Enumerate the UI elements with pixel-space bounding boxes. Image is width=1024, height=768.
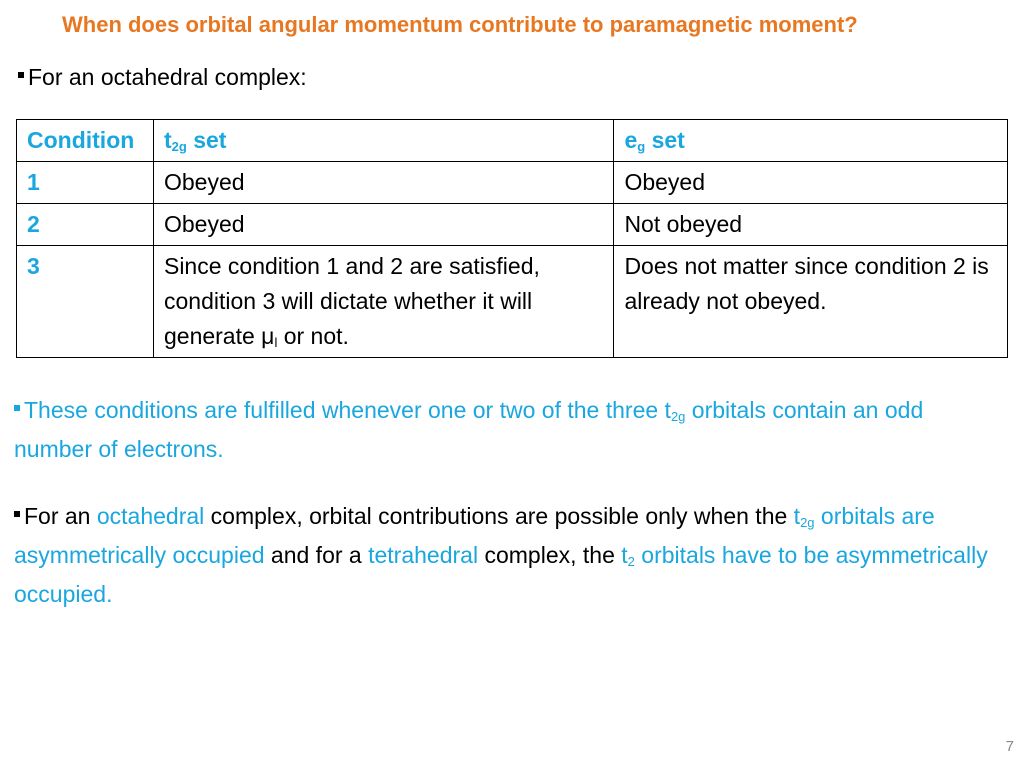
table-header-row — [17, 120, 1008, 162]
conditions-table — [16, 119, 1008, 358]
row-t2g: Obeyed — [153, 162, 613, 204]
row-condition: 2 — [17, 204, 154, 246]
slide-title: When does orbital angular momentum contribute to paramagnetic moment? — [62, 12, 858, 37]
row-t2g: Since condition 1 and 2 are satisfied, condition 3 will dictate whether it will generate $\mu_l$ or not. — [153, 246, 613, 358]
row-eg: Does not matter since condition 2 is already not obeyed. — [614, 246, 1008, 358]
intro-bullet — [18, 63, 307, 91]
bullet-square-icon — [18, 72, 24, 78]
row-condition: 1 — [17, 162, 154, 204]
row-condition: 3 — [17, 246, 154, 358]
table-row — [17, 204, 1008, 246]
conditions-note: These conditions are fulfilled whenever one or two of the three $t_{2g}$ orbitals contain an odd number of electrons. — [14, 397, 924, 462]
header-condition: Condition — [17, 120, 154, 162]
header-t2g-set: $t_{2g}$ set — [153, 120, 613, 162]
table-row — [17, 162, 1008, 204]
row-eg: Obeyed — [614, 162, 1008, 204]
row-eg: Not obeyed — [614, 204, 1008, 246]
header-eg-set: $e_g$ set — [614, 120, 1008, 162]
bullet-square-icon — [14, 511, 20, 517]
intro-text: For an octahedral complex: — [28, 64, 307, 90]
page-number: 7 — [1005, 738, 1014, 755]
bullet-square-icon — [14, 405, 20, 411]
orbital-contribution-note: For an octahedral complex, orbital contributions are possible only when the $t_{2g}$ orbitals are asymmetrically occupied and for a tetrahedral complex, the $t_2$ orbitals have to be asymmetrically occupied. — [14, 503, 988, 607]
table-row — [17, 246, 1008, 358]
row-t2g: Obeyed — [153, 204, 613, 246]
